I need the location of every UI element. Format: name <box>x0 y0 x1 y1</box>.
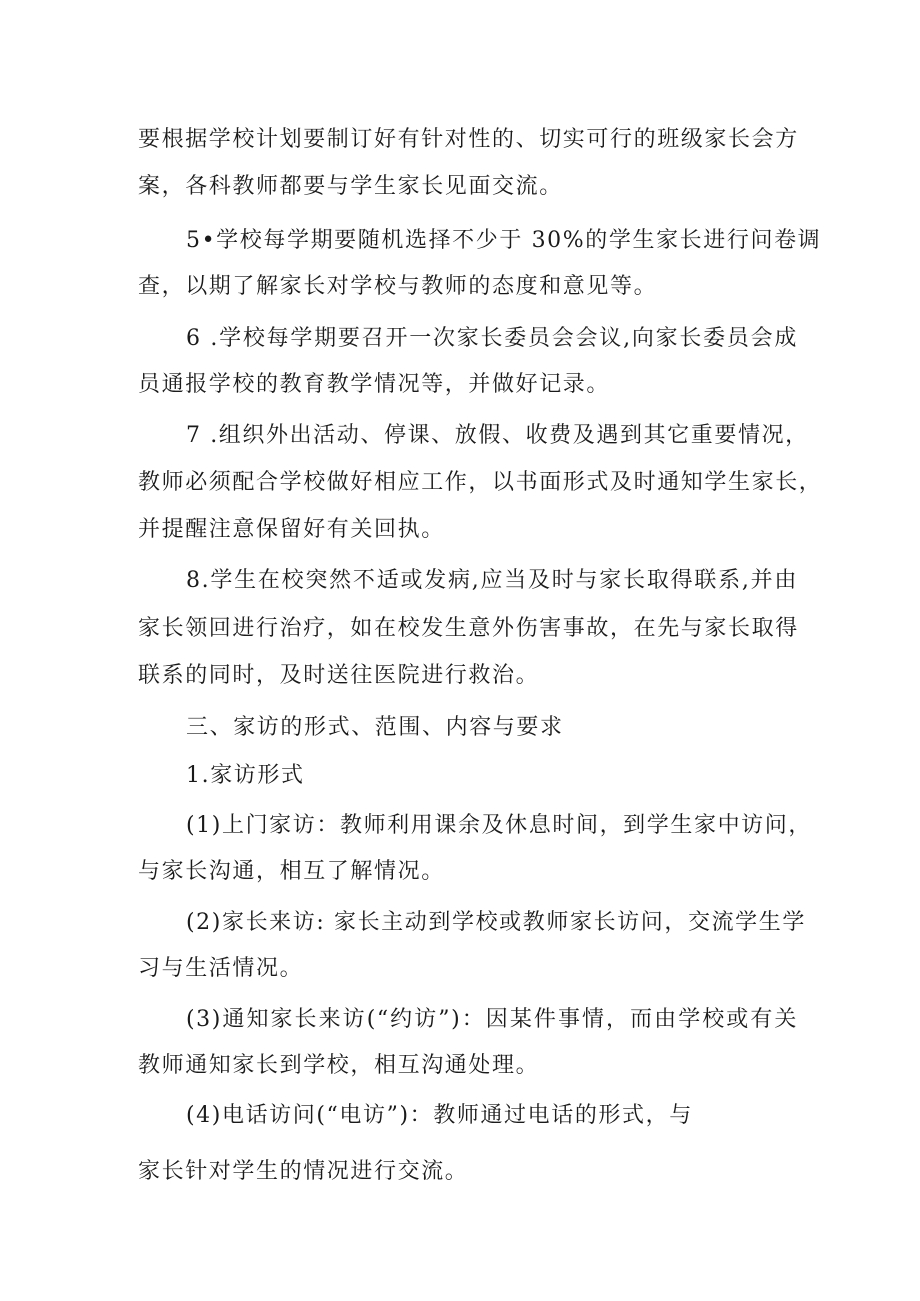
form-3-line-1: (3)通知家长来访(“约访”)：因某件事情，而由学校或有关 <box>186 1007 798 1032</box>
item-6-line-1: 6 .学校每学期要召开一次家长委员会会议,向家长委员会成 <box>186 326 798 351</box>
item-5-line-2: 查，以期了解家长对学校与教师的态度和意见等。 <box>138 274 658 299</box>
item-7-line-3: 并提醒注意保留好有关回执。 <box>138 517 445 542</box>
subsection-1-heading: 1.家访形式 <box>186 763 305 788</box>
item-8-line-2: 家长领回进行治疗，如在校发生意外伤害事故，在先与家长取得 <box>138 616 799 641</box>
item-7-line-1: 7 .组织外出活动、停课、放假、收费及遇到其它重要情况， <box>186 423 809 448</box>
form-1-line-1: (1)上门家访：教师利用课余及休息时间，到学生家中访问， <box>186 813 812 838</box>
paragraph-4-line-2: 案，各科教师都要与学生家长见面交流。 <box>138 174 563 199</box>
section-3-heading: 三、家访的形式、范围、内容与要求 <box>186 715 564 740</box>
form-4-line-2: 家长针对学生的情况进行交流。 <box>138 1159 469 1184</box>
form-1-line-2: 与家长沟通，相互了解情况。 <box>138 859 445 884</box>
item-5-line-1: 5•学校每学期要随机选择不少于 30%的学生家长进行问卷调 <box>186 228 822 253</box>
item-8-line-1: 8.学生在校突然不适或发病,应当及时与家长取得联系,并由 <box>186 568 798 593</box>
item-8-line-3: 联系的同时，及时送往医院进行救治。 <box>138 663 540 688</box>
paragraph-4-line-1: 要根据学校计划要制订好有针对性的、切实可行的班级家长会方 <box>138 127 799 152</box>
item-7-line-2: 教师必须配合学校做好相应工作，以书面形式及时通知学生家长， <box>138 470 823 495</box>
form-2-line-2: 习与生活情况。 <box>138 956 304 981</box>
form-2-line-1: (2)家长来访: 家长主动到学校或教师家长访问，交流学生学 <box>186 910 806 935</box>
item-6-line-2: 员通报学校的教育教学情况等，并做好记录。 <box>138 372 611 397</box>
form-3-line-2: 教师通知家长到学校，相互沟通处理。 <box>138 1053 540 1078</box>
form-4-line-1: (4)电话访问(“电访”)：教师通过电话的形式，与 <box>186 1103 693 1128</box>
